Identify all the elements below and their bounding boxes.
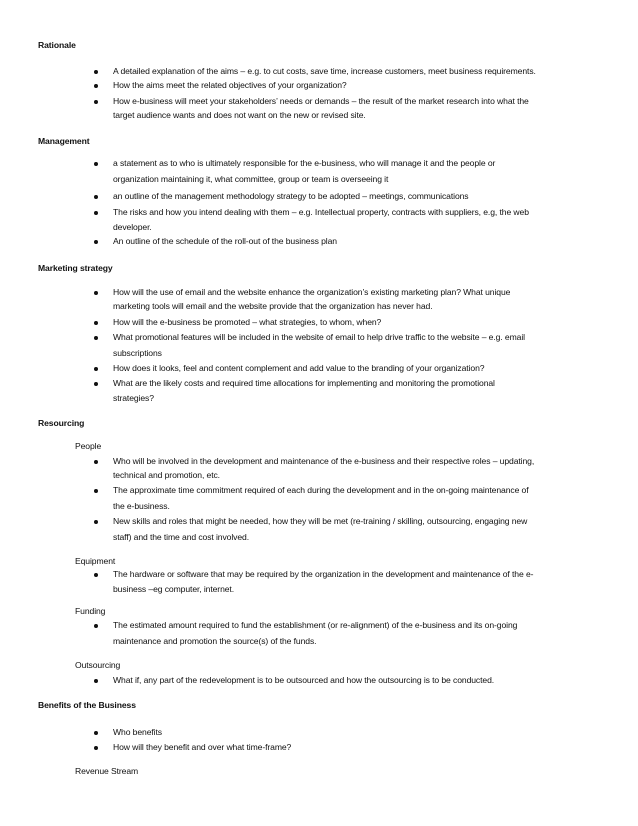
subsection-label-people: People — [75, 441, 102, 451]
bullet-icon — [94, 100, 98, 104]
rationale-item-3-line: How e-business will meet your stakeholders’ needs or demands – the result of the market research into what the — [113, 96, 529, 106]
subsection-label-revenue-stream: Revenue Stream — [75, 766, 139, 776]
bullet-icon — [94, 746, 98, 750]
rationale-item-2-line: How the aims meet the related objectives of your organization? — [113, 80, 347, 90]
people-item-2-line: the e-business. — [113, 501, 170, 511]
bullet-icon — [94, 382, 98, 386]
bullet-icon — [94, 679, 98, 683]
marketing-item-1-line: marketing tools will email and the website provide that the organization has never had. — [113, 301, 433, 311]
people-item-3-line: staff) and the time and cost involved. — [113, 532, 250, 542]
bullet-icon — [94, 336, 98, 340]
marketing-item-2-line: How will the e-business be promoted – what strategies, to whom, when? — [113, 317, 382, 327]
rationale-item-1-line: A detailed explanation of the aims – e.g. to cut costs, save time, increase customers, meet business requirements. — [113, 66, 536, 76]
bullet-icon — [94, 291, 98, 295]
section-heading-management: Management — [38, 136, 90, 146]
bullet-icon — [94, 211, 98, 215]
management-item-1-line: a statement as to who is ultimately responsible for the e-business, who will manage it and the people or — [113, 158, 496, 168]
people-item-1-line: Who will be involved in the development and maintenance of the e-business and their respective roles – updating, — [113, 456, 535, 466]
bullet-icon — [94, 195, 98, 199]
benefits-item-2-line: How will they benefit and over what time-frame? — [113, 742, 292, 752]
bullet-icon — [94, 520, 98, 524]
bullet-icon — [94, 162, 98, 166]
benefits-item-1-line: Who benefits — [113, 727, 162, 737]
people-item-2-line: The approximate time commitment required of each during the development and in the on-going maintenance of — [113, 485, 529, 495]
equipment-item-1-line: The hardware or software that may be required by the organization in the development and maintenance of the e- — [113, 569, 534, 579]
people-item-3-line: New skills and roles that might be needed, how they will be met (re-training / skilling, outsourcing, engaging new — [113, 516, 528, 526]
management-item-3-line: The risks and how you intend dealing with them – e.g. Intellectual property, contracts with suppliers, e.g, the web — [113, 207, 529, 217]
management-item-1-line: organization maintaining it, what committee, group or team is overseeing it — [113, 174, 389, 184]
funding-item-1-line: The estimated amount required to fund the establishment (or re-alignment) of the e-business and its on-going — [113, 620, 518, 630]
marketing-item-5-line: What are the likely costs and required time allocations for implementing and monitoring the promotional — [113, 378, 495, 388]
bullet-icon — [94, 321, 98, 325]
management-item-3-line: developer. — [113, 222, 152, 232]
subsection-label-equipment: Equipment — [75, 556, 116, 566]
subsection-label-outsourcing: Outsourcing — [75, 660, 121, 670]
bullet-icon — [94, 731, 98, 735]
bullet-icon — [94, 624, 98, 628]
equipment-item-1-line: business –eg computer, internet. — [113, 584, 235, 594]
bullet-icon — [94, 367, 98, 371]
subsection-label-funding: Funding — [75, 606, 106, 616]
section-heading-resourcing: Resourcing — [38, 418, 85, 428]
bullet-icon — [94, 70, 98, 74]
marketing-item-3-line: What promotional features will be included in the website of email to help drive traffic to the website – e.g. email — [113, 332, 525, 342]
section-heading-marketing: Marketing strategy — [38, 263, 113, 273]
people-item-1-line: technical and promotion, etc. — [113, 470, 220, 480]
rationale-item-3-line: target audience wants and does not want on the new or revised site. — [113, 110, 366, 120]
bullet-icon — [94, 489, 98, 493]
management-item-4-line: An outline of the schedule of the roll-out of the business plan — [113, 236, 337, 246]
marketing-item-4-line: How does it looks, feel and content complement and add value to the branding of your organization? — [113, 363, 485, 373]
bullet-icon — [94, 460, 98, 464]
management-item-2-line: an outline of the management methodology strategy to be adopted – meetings, communications — [113, 191, 469, 201]
marketing-item-5-line: strategies? — [113, 393, 154, 403]
marketing-item-1-line: How will the use of email and the website enhance the organization’s existing marketing plan? What unique — [113, 287, 511, 297]
marketing-item-3-line: subscriptions — [113, 348, 162, 358]
bullet-icon — [94, 240, 98, 244]
bullet-icon — [94, 84, 98, 88]
outsourcing-item-1-line: What if, any part of the redevelopment is to be outsourced and how the outsourcing is to be conducted. — [113, 675, 495, 685]
section-heading-benefits: Benefits of the Business — [38, 700, 136, 710]
funding-item-1-line: maintenance and promotion the source(s) of the funds. — [113, 636, 317, 646]
bullet-icon — [94, 573, 98, 577]
section-heading-rationale: Rationale — [38, 40, 76, 50]
